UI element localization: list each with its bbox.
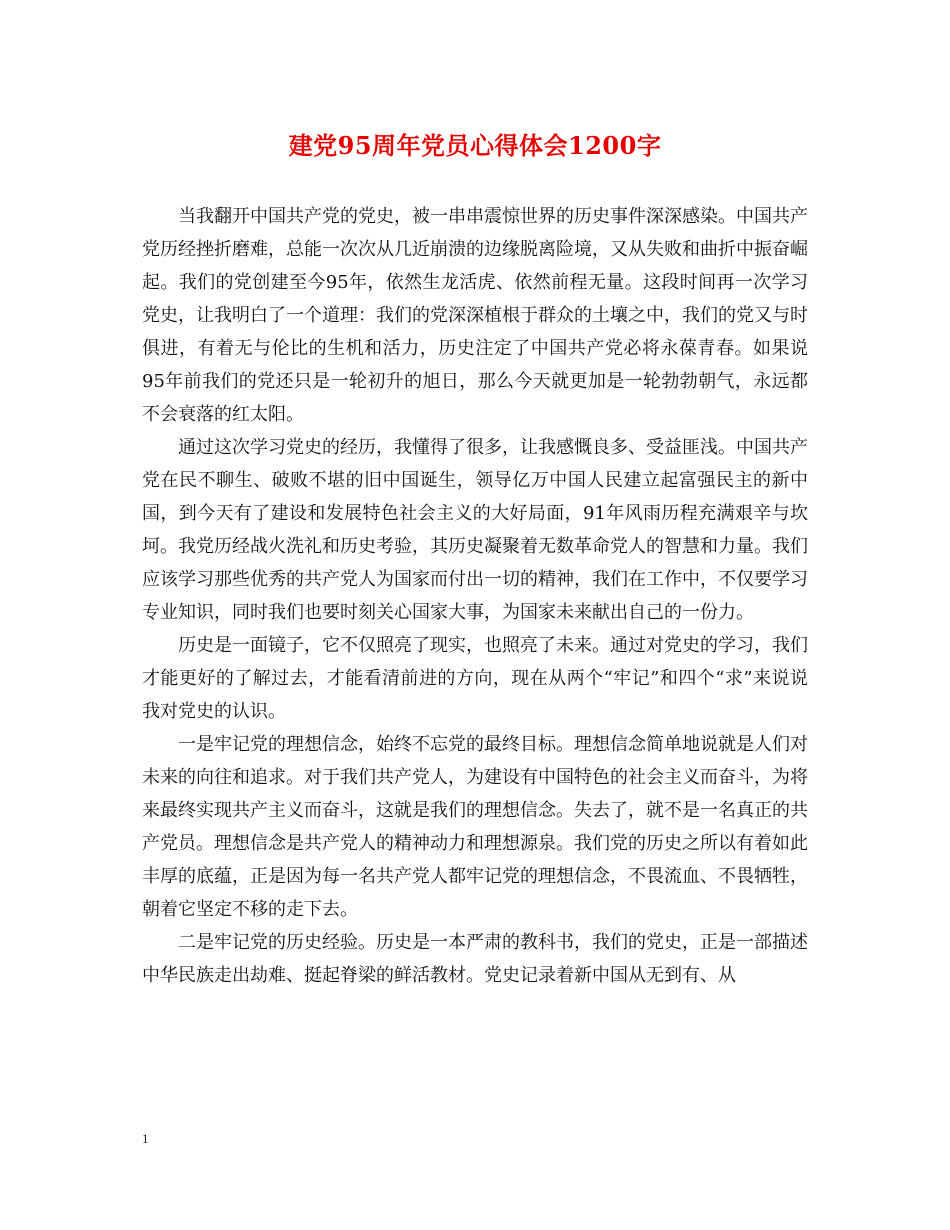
document-body: [142, 200, 808, 992]
paragraph: 二是牢记党的历史经验。历史是一本严肃的教科书，我们的党史，正是一部描述中华民族走出劫难、挺起脊梁的鲜活教材。党史记录着新中国从无到有、从: [142, 932, 808, 986]
paragraph: 一是牢记党的理想信念，始终不忘党的最终目标。理想信念简单地说就是人们对未来的向往和追求。对于我们共产党人，为建设有中国特色的社会主义而奋斗，为将来最终实现共产主义而奋斗，这就是我们的理想信念。失去了，就不是一名真正的共产党员。理想信念是共产党人的精神动力和理想源泉。我们党的历史之所以有着如此丰厚的底蕴，正是因为每一名共产党人都牢记党的理想信念，不畏流血、不畏牺牲，朝着它坚定不移的走下去。: [142, 734, 808, 920]
document-title: 建党95周年党员心得体会1200字: [288, 131, 662, 160]
paragraph: 当我翻开中国共产党的党史，被一串串震惊世界的历史事件深深感染。中国共产党历经挫折磨难，总能一次次从几近崩溃的边缘脱离险境，又从失败和曲折中振奋崛起。我们的党创建至今95年，依然生龙活虎、依然前程无量。这段时间再一次学习党史，让我明白了一个道理：我们的党深深植根于群众的土壤之中，我们的党又与时俱进，有着无与伦比的生机和活力，历史注定了中国共产党必将永葆青春。如果说95年前我们的党还只是一轮初升的旭日，那么今天就更加是一轮勃勃朝气，永远都不会衰落的红太阳。: [142, 206, 808, 425]
paragraph: 通过这次学习党史的经历，我懂得了很多，让我感慨良多、受益匪浅。中国共产党在民不聊生、破败不堪的旧中国诞生，领导亿万中国人民建立起富强民主的新中国，到今天有了建设和发展特色社会主义的大好局面，91年风雨历程充满艰辛与坎坷。我党历经战火洗礼和历史考验，其历史凝聚着无数革命党人的智慧和力量。我们应该学习那些优秀的共产党人为国家而付出一切的精神，我们在工作中，不仅要学习专业知识，同时我们也要时刻关心国家大事，为国家未来献出自己的一份力。: [142, 437, 808, 623]
paragraph: 历史是一面镜子，它不仅照亮了现实，也照亮了未来。通过对党史的学习，我们才能更好的了解过去，才能看清前进的方向，现在从两个“牢记”和四个“求”来说说我对党史的认识。: [142, 635, 808, 722]
page-number: 1: [142, 1131, 149, 1146]
